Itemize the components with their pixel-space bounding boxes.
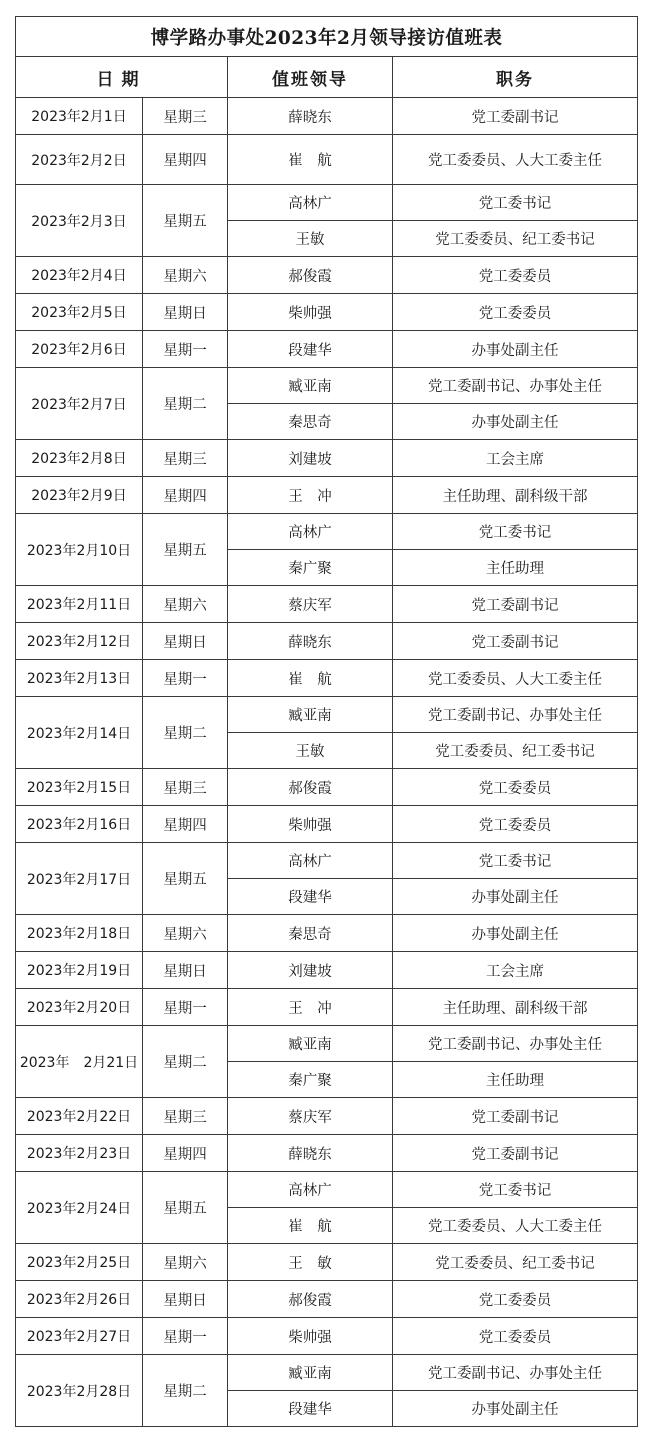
leader-cell: 臧亚南 [228, 1355, 393, 1391]
position-cell: 办事处副主任 [393, 879, 638, 915]
position-cell: 党工委副书记 [393, 1135, 638, 1172]
leader-cell: 王 敏 [228, 1244, 393, 1281]
date-cell: 2023年2月2日 [16, 135, 143, 185]
date-cell: 2023年2月13日 [16, 660, 143, 697]
leader-cell: 高林广 [228, 185, 393, 221]
leader-cell: 王敏 [228, 733, 393, 769]
leader-cell: 崔 航 [228, 660, 393, 697]
header-row [16, 57, 638, 98]
header-position: 职务 [393, 57, 638, 98]
weekday-cell: 星期五 [143, 1172, 228, 1244]
table-row [16, 697, 638, 733]
position-cell: 党工委副书记 [393, 586, 638, 623]
table-row [16, 952, 638, 989]
position-cell: 工会主席 [393, 440, 638, 477]
duty-roster-table [15, 16, 638, 1427]
date-cell: 2023年2月26日 [16, 1281, 143, 1318]
position-cell: 党工委委员 [393, 1318, 638, 1355]
table-row [16, 98, 638, 135]
table-row [16, 185, 638, 221]
weekday-cell: 星期日 [143, 1281, 228, 1318]
leader-cell: 崔 航 [228, 1208, 393, 1244]
position-cell: 办事处副主任 [393, 331, 638, 368]
date-cell: 2023年2月7日 [16, 368, 143, 440]
date-cell: 2023年2月14日 [16, 697, 143, 769]
date-cell: 2023年2月20日 [16, 989, 143, 1026]
leader-cell: 郝俊霞 [228, 257, 393, 294]
position-cell: 党工委副书记、办事处主任 [393, 368, 638, 404]
date-cell: 2023年2月15日 [16, 769, 143, 806]
weekday-cell: 星期三 [143, 98, 228, 135]
position-cell: 办事处副主任 [393, 915, 638, 952]
table-row [16, 1026, 638, 1062]
weekday-cell: 星期六 [143, 915, 228, 952]
date-cell: 2023年2月4日 [16, 257, 143, 294]
leader-cell: 柴帅强 [228, 294, 393, 331]
position-cell: 党工委委员 [393, 257, 638, 294]
weekday-cell: 星期四 [143, 806, 228, 843]
leader-cell: 崔 航 [228, 135, 393, 185]
position-cell: 党工委书记 [393, 1172, 638, 1208]
date-cell: 2023年2月1日 [16, 98, 143, 135]
date-cell: 2023年2月25日 [16, 1244, 143, 1281]
table-row [16, 440, 638, 477]
position-cell: 党工委副书记、办事处主任 [393, 1026, 638, 1062]
position-cell: 主任助理 [393, 550, 638, 586]
position-cell: 党工委委员、纪工委书记 [393, 733, 638, 769]
weekday-cell: 星期一 [143, 660, 228, 697]
position-cell: 工会主席 [393, 952, 638, 989]
weekday-cell: 星期二 [143, 697, 228, 769]
leader-cell: 王敏 [228, 221, 393, 257]
table-row [16, 368, 638, 404]
weekday-cell: 星期五 [143, 514, 228, 586]
position-cell: 党工委委员、人大工委主任 [393, 135, 638, 185]
leader-cell: 王 冲 [228, 477, 393, 514]
table-row [16, 1355, 638, 1391]
leader-cell: 薛晓东 [228, 98, 393, 135]
date-cell: 2023年2月17日 [16, 843, 143, 915]
table-row [16, 1135, 638, 1172]
position-cell: 办事处副主任 [393, 1391, 638, 1427]
weekday-cell: 星期二 [143, 368, 228, 440]
leader-cell: 柴帅强 [228, 1318, 393, 1355]
date-cell: 2023年2月5日 [16, 294, 143, 331]
date-cell: 2023年2月28日 [16, 1355, 143, 1427]
leader-cell: 段建华 [228, 331, 393, 368]
date-cell: 2023年 2月21日 [16, 1026, 143, 1098]
leader-cell: 秦广聚 [228, 1062, 393, 1098]
weekday-cell: 星期六 [143, 586, 228, 623]
weekday-cell: 星期一 [143, 1318, 228, 1355]
table-row [16, 257, 638, 294]
leader-cell: 刘建坡 [228, 952, 393, 989]
weekday-cell: 星期三 [143, 769, 228, 806]
leader-cell: 薛晓东 [228, 1135, 393, 1172]
table-row [16, 843, 638, 879]
table-row [16, 806, 638, 843]
date-cell: 2023年2月18日 [16, 915, 143, 952]
weekday-cell: 星期二 [143, 1355, 228, 1427]
position-cell: 党工委委员、人大工委主任 [393, 660, 638, 697]
table-row [16, 660, 638, 697]
weekday-cell: 星期五 [143, 185, 228, 257]
date-cell: 2023年2月19日 [16, 952, 143, 989]
table-row [16, 1098, 638, 1135]
weekday-cell: 星期四 [143, 477, 228, 514]
leader-cell: 臧亚南 [228, 697, 393, 733]
weekday-cell: 星期五 [143, 843, 228, 915]
position-cell: 党工委委员、纪工委书记 [393, 221, 638, 257]
date-cell: 2023年2月10日 [16, 514, 143, 586]
weekday-cell: 星期一 [143, 331, 228, 368]
weekday-cell: 星期二 [143, 1026, 228, 1098]
leader-cell: 柴帅强 [228, 806, 393, 843]
position-cell: 党工委委员 [393, 769, 638, 806]
leader-cell: 蔡庆军 [228, 1098, 393, 1135]
position-cell: 办事处副主任 [393, 404, 638, 440]
position-cell: 党工委书记 [393, 185, 638, 221]
leader-cell: 郝俊霞 [228, 769, 393, 806]
table-title: 博学路办事处2023年2月领导接访值班表 [16, 17, 638, 57]
table-row [16, 477, 638, 514]
date-cell: 2023年2月16日 [16, 806, 143, 843]
leader-cell: 段建华 [228, 879, 393, 915]
position-cell: 党工委委员 [393, 294, 638, 331]
leader-cell: 段建华 [228, 1391, 393, 1427]
position-cell: 主任助理 [393, 1062, 638, 1098]
date-cell: 2023年2月9日 [16, 477, 143, 514]
weekday-cell: 星期日 [143, 623, 228, 660]
date-cell: 2023年2月27日 [16, 1318, 143, 1355]
position-cell: 党工委副书记 [393, 1098, 638, 1135]
weekday-cell: 星期六 [143, 1244, 228, 1281]
leader-cell: 臧亚南 [228, 368, 393, 404]
leader-cell: 王 冲 [228, 989, 393, 1026]
table-row [16, 1172, 638, 1208]
table-row [16, 514, 638, 550]
leader-cell: 高林广 [228, 1172, 393, 1208]
roster-body [16, 98, 638, 1427]
position-cell: 党工委副书记 [393, 623, 638, 660]
position-cell: 党工委委员、人大工委主任 [393, 1208, 638, 1244]
position-cell: 主任助理、副科级干部 [393, 989, 638, 1026]
leader-cell: 郝俊霞 [228, 1281, 393, 1318]
date-cell: 2023年2月23日 [16, 1135, 143, 1172]
table-row [16, 135, 638, 185]
position-cell: 主任助理、副科级干部 [393, 477, 638, 514]
table-row [16, 1318, 638, 1355]
position-cell: 党工委委员、纪工委书记 [393, 1244, 638, 1281]
date-cell: 2023年2月3日 [16, 185, 143, 257]
weekday-cell: 星期三 [143, 440, 228, 477]
leader-cell: 高林广 [228, 843, 393, 879]
date-cell: 2023年2月12日 [16, 623, 143, 660]
weekday-cell: 星期一 [143, 989, 228, 1026]
position-cell: 党工委委员 [393, 1281, 638, 1318]
date-cell: 2023年2月11日 [16, 586, 143, 623]
position-cell: 党工委副书记、办事处主任 [393, 697, 638, 733]
table-row [16, 586, 638, 623]
table-row [16, 769, 638, 806]
weekday-cell: 星期三 [143, 1098, 228, 1135]
table-row [16, 1244, 638, 1281]
date-cell: 2023年2月22日 [16, 1098, 143, 1135]
weekday-cell: 星期日 [143, 952, 228, 989]
leader-cell: 薛晓东 [228, 623, 393, 660]
table-row [16, 623, 638, 660]
weekday-cell: 星期四 [143, 135, 228, 185]
header-leader: 值班领导 [228, 57, 393, 98]
table-row [16, 915, 638, 952]
position-cell: 党工委副书记、办事处主任 [393, 1355, 638, 1391]
leader-cell: 秦思奇 [228, 404, 393, 440]
position-cell: 党工委副书记 [393, 98, 638, 135]
table-row [16, 989, 638, 1026]
weekday-cell: 星期日 [143, 294, 228, 331]
leader-cell: 刘建坡 [228, 440, 393, 477]
position-cell: 党工委书记 [393, 514, 638, 550]
table-row [16, 331, 638, 368]
table-row [16, 1281, 638, 1318]
position-cell: 党工委委员 [393, 806, 638, 843]
date-cell: 2023年2月8日 [16, 440, 143, 477]
weekday-cell: 星期六 [143, 257, 228, 294]
header-date: 日期 [16, 57, 228, 98]
leader-cell: 秦广聚 [228, 550, 393, 586]
position-cell: 党工委书记 [393, 843, 638, 879]
table-row [16, 294, 638, 331]
leader-cell: 蔡庆军 [228, 586, 393, 623]
weekday-cell: 星期四 [143, 1135, 228, 1172]
leader-cell: 秦思奇 [228, 915, 393, 952]
leader-cell: 高林广 [228, 514, 393, 550]
date-cell: 2023年2月24日 [16, 1172, 143, 1244]
leader-cell: 臧亚南 [228, 1026, 393, 1062]
date-cell: 2023年2月6日 [16, 331, 143, 368]
